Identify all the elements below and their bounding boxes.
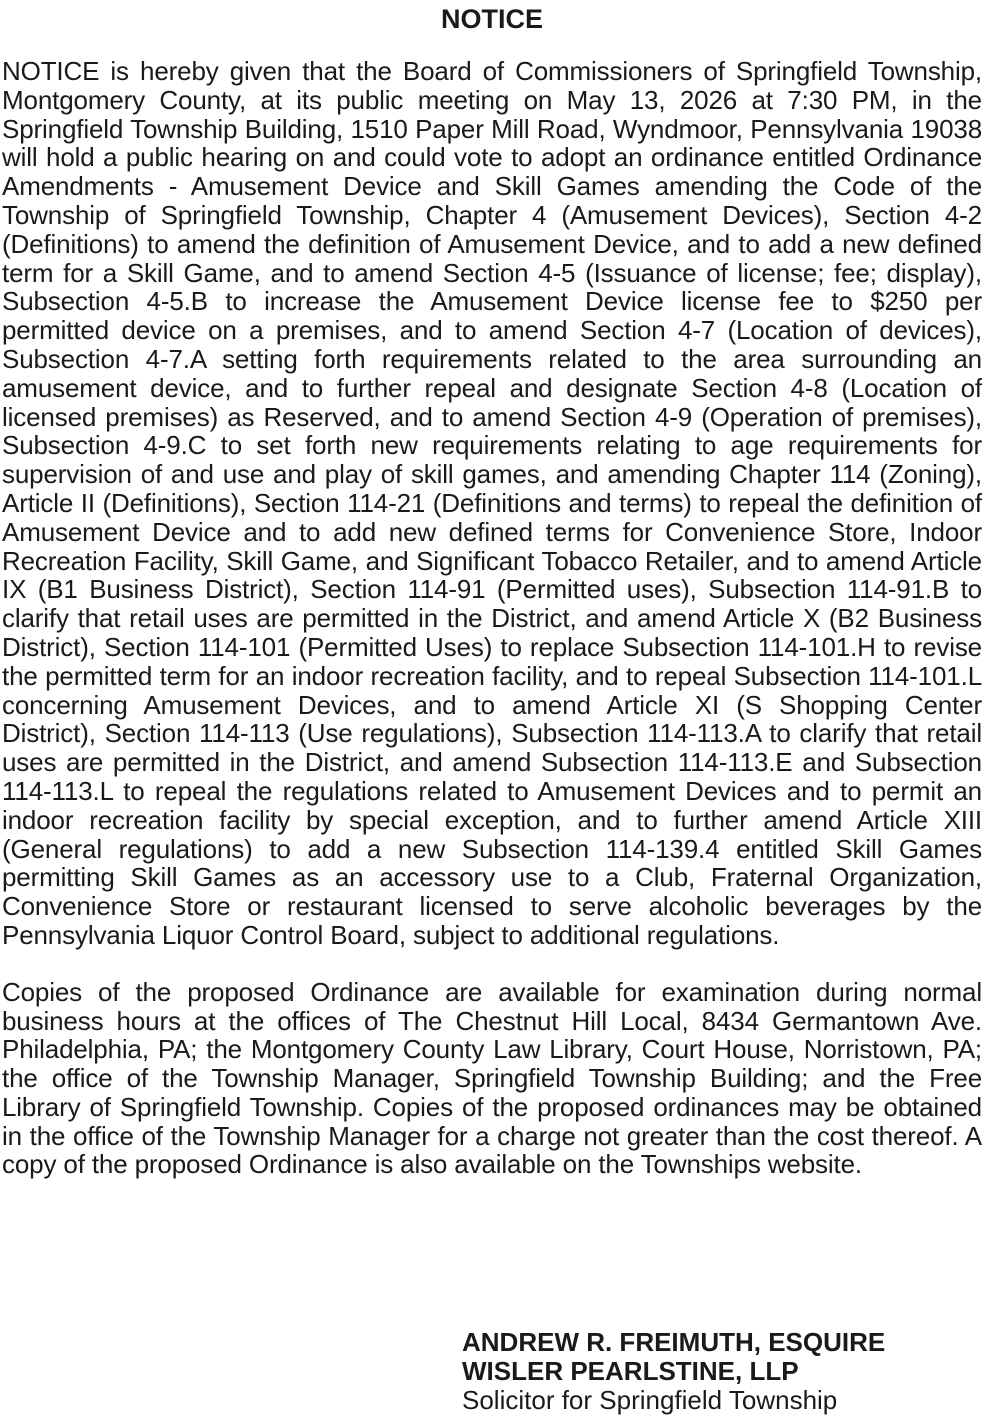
signatory-name: ANDREW R. FREIMUTH, ESQUIRE: [462, 1327, 886, 1357]
notice-document: [2, 0, 982, 1179]
law-firm-name: WISLER PEARLSTINE, LLP: [462, 1356, 799, 1386]
signatory-role: Solicitor for Springfield Township: [462, 1385, 838, 1415]
signature-block: [462, 1328, 885, 1415]
notice-title: NOTICE: [440, 4, 543, 34]
notice-body-paragraph: NOTICE is hereby given that the Board of Commissioners of Springfield Township, Montgomery County, at its public meeting on May 13, 2026 at 7:30 PM, in the Springfield Township Building, 1510 Paper Mill Road, Wyndmoor, Pennsylvania 19038 will hold a public hearing on and could vote to adopt an ordinance entitled Ordinance Amendments - Amusement Device and Skill Games amending the Code of the Township of Springfield Township, Chapter 4 (Amusement Devices), Section 4-2 (Definitions) to amend the definition of Amusement Device, and to add a new defined term for a Skill Game, and to amend Section 4-5 (Issuance of license; fee; display), Subsection 4-5.B to increase the Amusement Device license fee to $250 per permitted device on a premises, and to amend Section 4-7 (Location of devices), Subsection 4-7.A setting forth requirements related to the area surrounding an amusement device, and to further repeal and designate Section 4-8 (Location of licensed premises) as Reserved, and to amend Section 4-9 (Operation of premises), Subsection 4-9.C to set forth new requirements relating to age requirements for supervision of and use and play of skill games, and amending Chapter 114 (Zoning), Article II (Definitions), Section 114-21 (Definitions and terms) to repeal the definition of Amusement Device and to add new defined terms for Convenience Store, Indoor Recreation Facility, Skill Game, and Significant Tobacco Retailer, and to amend Article IX (B1 Business District), Section 114-91 (Permitted uses), Subsection 114-91.B to clarify that retail uses are permitted in the District, and amend Article X (B2 Business District), Section 114-101 (Permitted Uses) to replace Subsection 114-101.H to revise the permitted term for an indoor recreation facility, and to repeal Subsection 114-101.L concerning Amusement Devices, and to amend Article XI (S Shopping Center District), Section 114-113 (Use regulations), Subsection 114-113.A to clarify that retail uses are permitted in the District, and amend Subsection 114-113.E and Subsection 114-113.L to repeal the regulations related to Amusement Devices and to permit an indoor recreation facility by special exception, and to further amend Article XIII (General regulations) to add a new Subsection 114-139.4 entitled Skill Games permitting Skill Games as an accessory use to a Club, Fraternal Organization, Convenience Store or restaurant licensed to serve alcoholic beverages by the Pennsylvania Liquor Control Board, subject to additional regulations.: [2, 56, 982, 950]
copies-availability-paragraph: Copies of the proposed Ordinance are available for examination during normal business hours at the offices of The Chestnut Hill Local, 8434 Germantown Ave. Philadelphia, PA; the Montgomery County Law Library, Court House, Norristown, PA; the office of the Township Manager, Springfield Township Building; and the Free Library of Springfield Township. Copies of the proposed ordinances may be obtained in the office of the Township Manager for a charge not greater than the cost thereof. A copy of the proposed Ordinance is also available on the Townships website.: [2, 976, 982, 1180]
